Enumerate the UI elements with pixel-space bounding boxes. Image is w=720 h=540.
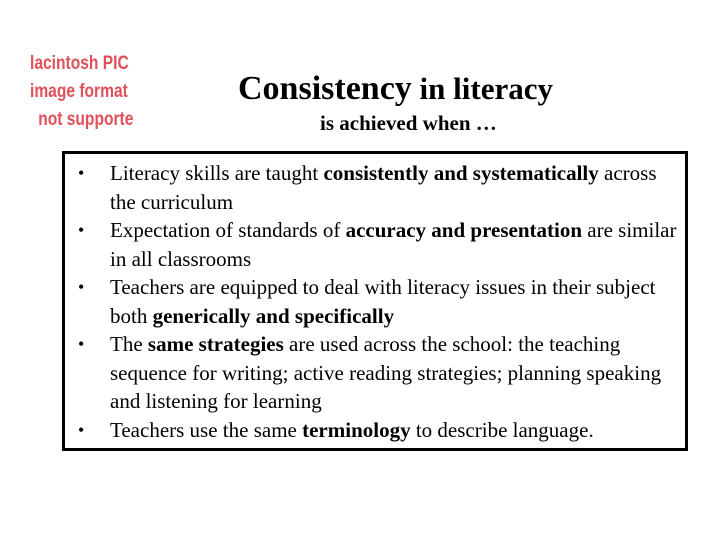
item-text: Literacy skills are taught <box>110 161 324 185</box>
item-text: across the curriculum <box>110 161 657 214</box>
slide-subtitle: is achieved when … <box>320 111 497 135</box>
slide-title <box>238 66 553 112</box>
item-text: Expectation of standards of <box>110 218 346 242</box>
placeholder-line: not supporte <box>38 109 134 130</box>
item-text: Teachers use the same <box>110 417 303 442</box>
bullet-box <box>62 151 688 451</box>
list-item <box>65 216 685 273</box>
item-text: Teachers are equipped to deal with literacy issues in their subject both <box>110 275 656 328</box>
missing-image-placeholder <box>30 50 134 142</box>
item-text: are similar in all classrooms <box>110 218 677 271</box>
bullet-list <box>65 159 685 444</box>
title-keyword: Consistency <box>238 70 412 107</box>
item-text: The <box>110 332 148 356</box>
bullet-icon: • <box>78 419 85 440</box>
list-item <box>65 330 685 416</box>
bullet-icon: • <box>78 163 85 183</box>
item-emphasis: consistently and systematically <box>323 161 599 185</box>
list-item <box>65 273 685 330</box>
item-emphasis: generically and specifically <box>152 303 395 328</box>
list-item <box>65 159 685 216</box>
placeholder-line: lacintosh PIC <box>30 53 129 74</box>
bullet-icon: • <box>78 220 85 240</box>
title-rest: in literacy <box>411 71 553 106</box>
list-item <box>65 416 685 445</box>
item-emphasis: same strategies <box>147 332 284 356</box>
placeholder-line: image format <box>30 81 128 102</box>
item-emphasis: accuracy and presentation <box>345 218 583 242</box>
bullet-icon: • <box>78 277 85 297</box>
item-text: are used across the school: the teaching sequence for writing; active reading strategies; planning speaking and listening for learning <box>110 332 662 413</box>
item-text: to describe language. <box>410 417 594 442</box>
item-emphasis: terminology <box>302 417 411 442</box>
bullet-icon: • <box>78 334 85 354</box>
